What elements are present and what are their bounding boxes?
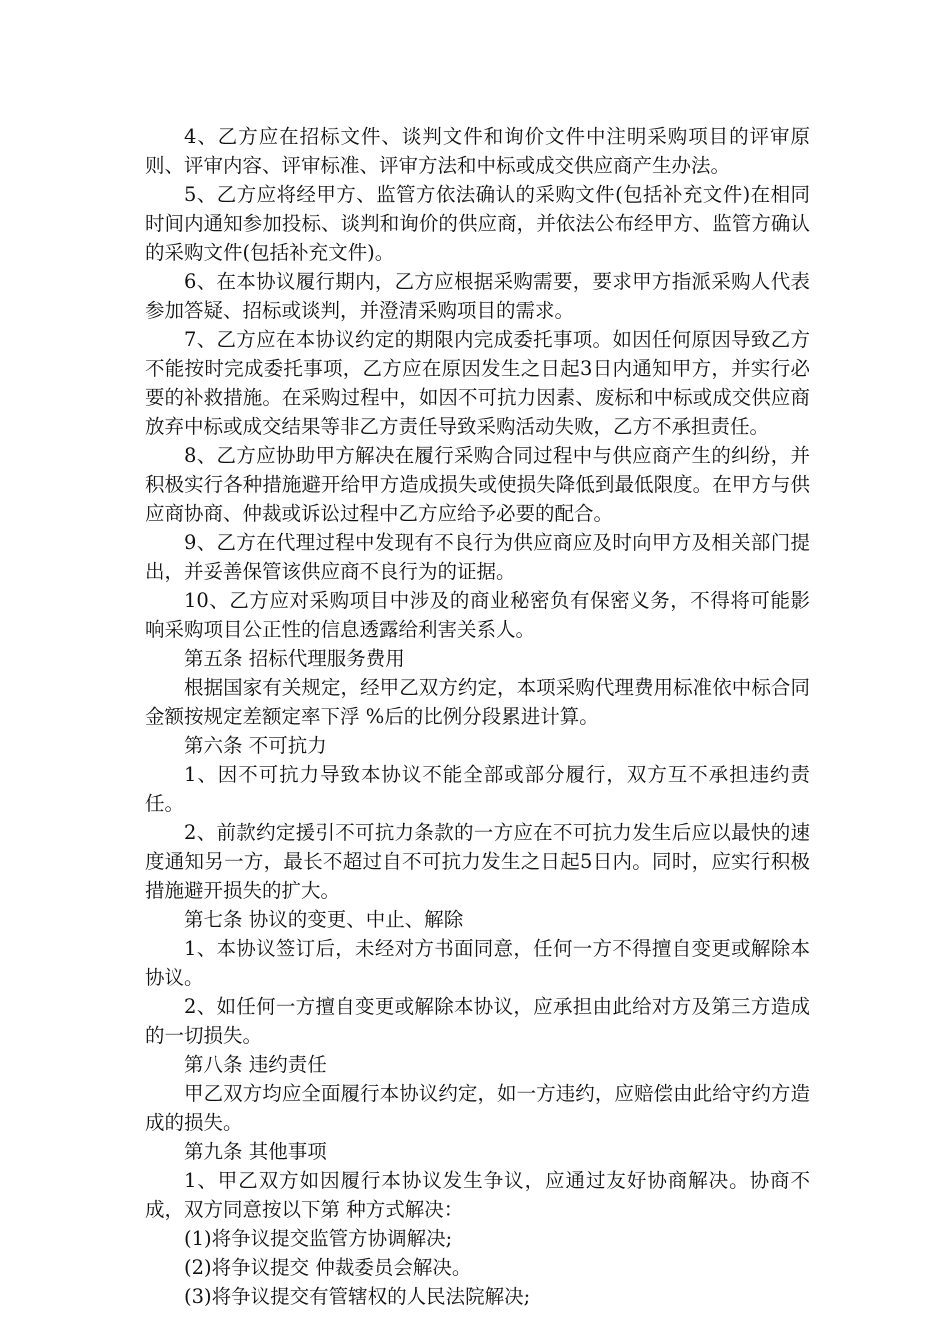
clause-6-paragraph: 6、在本协议履行期内，乙方应根据采购需要，要求甲方指派采购人代表参加答疑、招标或谈判，并澄清采购项目的需求。 xyxy=(145,270,810,322)
article-8-paragraph: 甲乙双方均应全面履行本协议约定，如一方违约，应赔偿由此给守约方造成的损失。 xyxy=(145,1082,810,1134)
article-9-heading: 第九条 其他事项 xyxy=(184,1140,327,1163)
article-5-paragraph: 根据国家有关规定，经甲乙双方约定，本项采购代理费用标准依中标合同金额按规定差额定率下浮 %后的比例分段累进计算。 xyxy=(145,676,810,728)
article-6-item-1: 1、因不可抗力导致本协议不能全部或部分履行，双方互不承担违约责任。 xyxy=(145,763,810,815)
article-9-item-1: 1、甲乙双方如因履行本协议发生争议，应通过友好协商解决。协商不成，双方同意按以下第 种方式解决： xyxy=(145,1169,810,1221)
clause-7-paragraph: 7、乙方应在本协议约定的期限内完成委托事项。如因任何原因导致乙方不能按时完成委托事项，乙方应在原因发生之日起3日内通知甲方，并实行必要的补救措施。在采购过程中，如因不可抗力因素、废标和中标或成交供应商放弃中标或成交结果等非乙方责任导致采购活动失败，乙方不承担责任。 xyxy=(145,328,810,438)
article-6-heading: 第六条 不可抗力 xyxy=(184,734,327,757)
clause-9-paragraph: 9、乙方在代理过程中发现有不良行为供应商应及时向甲方及相关部门提出，并妥善保管该供应商不良行为的证据。 xyxy=(145,531,810,583)
document-body xyxy=(145,122,810,1311)
article-5-heading: 第五条 招标代理服务费用 xyxy=(184,647,405,670)
dispute-option-3: (3)将争议提交有管辖权的人民法院解决; xyxy=(184,1285,531,1308)
article-6-item-2: 2、前款约定援引不可抗力条款的一方应在不可抗力发生后应以最快的速度通知另一方，最长不超过自不可抗力发生之日起5日内。同时，应实行积极措施避开损失的扩大。 xyxy=(145,821,810,902)
clause-5-paragraph: 5、乙方应将经甲方、监管方依法确认的采购文件(包括补充文件)在相同时间内通知参加投标、谈判和询价的供应商，并依法公布经甲方、监管方确认的采购文件(包括补充文件)。 xyxy=(145,183,810,264)
article-7-item-2: 2、如任何一方擅自变更或解除本协议，应承担由此给对方及第三方造成的一切损失。 xyxy=(145,995,810,1047)
clause-8-paragraph: 8、乙方应协助甲方解决在履行采购合同过程中与供应商产生的纠纷，并积极实行各种措施避开给甲方造成损失或使损失降低到最低限度。在甲方与供应商协商、仲裁或诉讼过程中乙方应给予必要的配合。 xyxy=(145,444,810,525)
dispute-option-2: (2)将争议提交 仲裁委员会解决。 xyxy=(184,1256,472,1279)
dispute-option-1: (1)将争议提交监管方协调解决; xyxy=(184,1227,453,1250)
clause-4-paragraph: 4、乙方应在招标文件、谈判文件和询价文件中注明采购项目的评审原则、评审内容、评审标准、评审方法和中标或成交供应商产生办法。 xyxy=(145,125,810,177)
clause-10-paragraph: 10、乙方应对采购项目中涉及的商业秘密负有保密义务，不得将可能影响采购项目公正性的信息透露给利害关系人。 xyxy=(145,589,810,641)
article-7-heading: 第七条 协议的变更、中止、解除 xyxy=(184,908,464,931)
article-8-heading: 第八条 违约责任 xyxy=(184,1053,327,1076)
article-7-item-1: 1、本协议签订后，未经对方书面同意，任何一方不得擅自变更或解除本协议。 xyxy=(145,937,810,989)
